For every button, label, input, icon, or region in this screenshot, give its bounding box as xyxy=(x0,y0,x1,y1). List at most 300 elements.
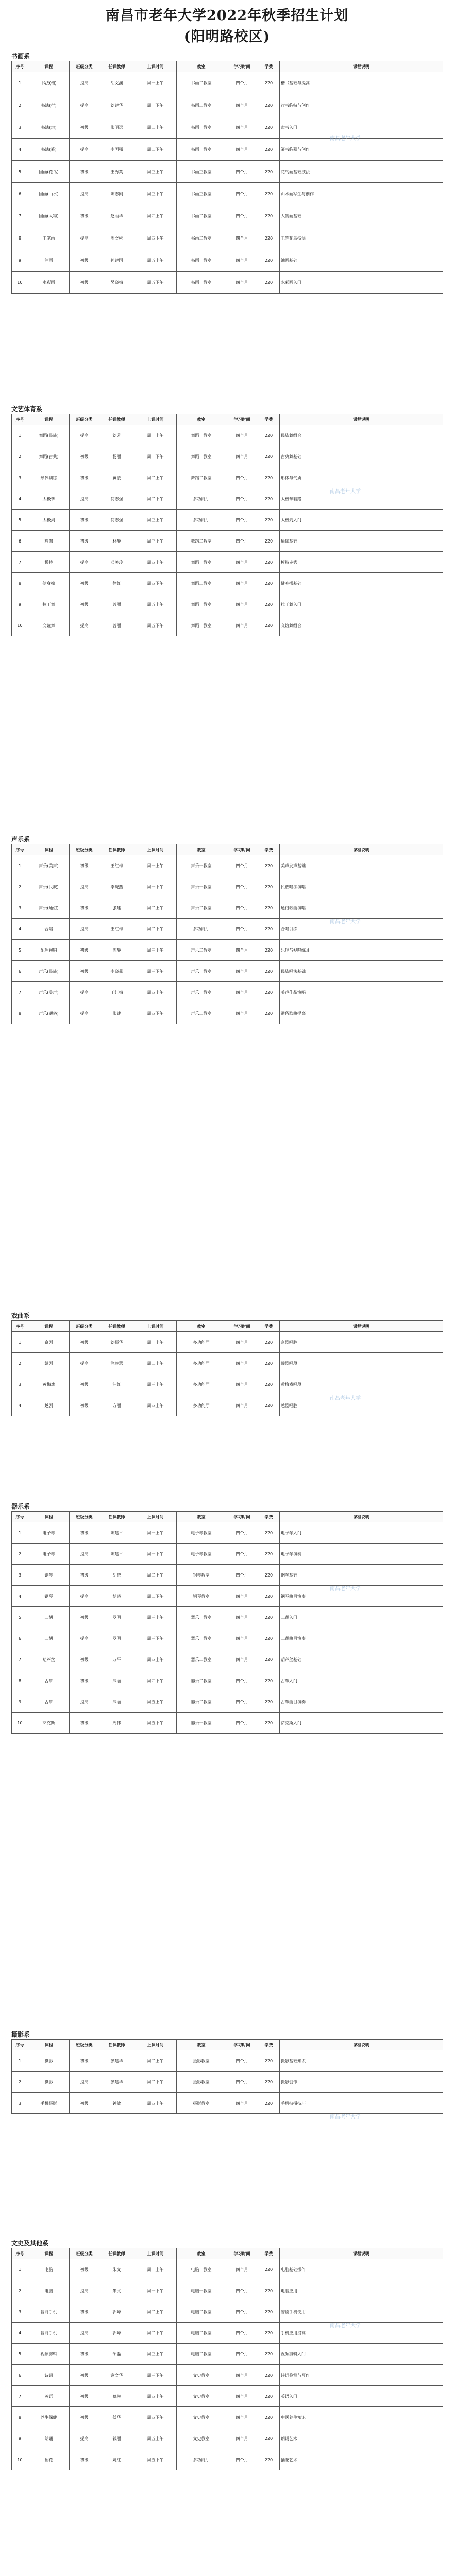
cell-teacher: 胡晓 xyxy=(99,1565,134,1586)
cell-room: 多功能厅 xyxy=(177,2449,226,2470)
cell-time: 周一下午 xyxy=(134,446,177,467)
cell-course: 电脑 xyxy=(28,2259,70,2280)
cell-fee: 220 xyxy=(258,2280,280,2301)
course-table xyxy=(11,1511,443,1734)
cell-no: 8 xyxy=(12,2407,28,2428)
cell-note: 钢琴基础 xyxy=(280,1565,443,1586)
cell-course: 书法(楷) xyxy=(28,72,70,94)
cell-room: 多功能厅 xyxy=(177,1332,226,1353)
cell-course: 萨克斯 xyxy=(28,1713,70,1734)
course-table xyxy=(11,844,443,1024)
cell-fee: 220 xyxy=(258,1374,280,1395)
cell-cls: 初级 xyxy=(70,1649,99,1670)
cell-note: 山水画写生与创作 xyxy=(280,183,443,205)
cell-course: 书法(篆) xyxy=(28,139,70,161)
cell-room: 书画二教室 xyxy=(177,205,226,227)
table-row xyxy=(12,1332,443,1353)
cell-room: 摄影教室 xyxy=(177,2072,226,2093)
cell-no: 10 xyxy=(12,2449,28,2470)
cell-time: 周一上午 xyxy=(134,425,177,446)
cell-note: 拉丁舞入门 xyxy=(280,594,443,615)
cell-time: 周五上午 xyxy=(134,594,177,615)
cell-no: 2 xyxy=(12,446,28,467)
cell-dur: 四个月 xyxy=(226,161,258,183)
cell-course: 声乐(民族) xyxy=(28,876,70,897)
cell-dur: 四个月 xyxy=(226,2449,258,2470)
cell-teacher: 熊丽 xyxy=(99,1691,134,1713)
cell-time: 周二上午 xyxy=(134,1353,177,1374)
cell-cls: 提高 xyxy=(70,1628,99,1649)
cell-room: 声乐一教室 xyxy=(177,855,226,876)
cell-note: 古典舞基础 xyxy=(280,446,443,467)
cell-time: 周一上午 xyxy=(134,72,177,94)
page-subtitle: (阳明路校区) xyxy=(183,29,271,45)
cell-course: 交谊舞 xyxy=(28,615,70,636)
cell-course: 摄影 xyxy=(28,2050,70,2072)
cell-course: 英语 xyxy=(28,2386,70,2407)
cell-note: 油画基础 xyxy=(280,249,443,272)
cell-cls: 初级 xyxy=(70,1607,99,1628)
cell-cls: 提高 xyxy=(70,183,99,205)
cell-no: 4 xyxy=(12,1586,28,1607)
cell-cls: 初级 xyxy=(70,1713,99,1734)
cell-room: 电子琴教室 xyxy=(177,1544,226,1565)
cell-no: 8 xyxy=(12,1003,28,1024)
cell-teacher: 周文彬 xyxy=(99,227,134,249)
table-row xyxy=(12,919,443,940)
cell-dur: 四个月 xyxy=(226,249,258,272)
cell-cls: 提高 xyxy=(70,2428,99,2449)
cell-teacher: 汪红 xyxy=(99,1374,134,1395)
column-header: 课程 xyxy=(28,844,70,855)
column-header: 学费 xyxy=(258,2248,280,2259)
cell-no: 8 xyxy=(12,573,28,594)
cell-room: 舞蹈二教室 xyxy=(177,573,226,594)
column-header: 上课时间 xyxy=(134,844,177,855)
cell-fee: 220 xyxy=(258,2365,280,2386)
cell-no: 4 xyxy=(12,488,28,510)
cell-dur: 四个月 xyxy=(226,2072,258,2093)
cell-teacher: 邹磊 xyxy=(99,2344,134,2365)
cell-no: 1 xyxy=(12,425,28,446)
cell-fee: 220 xyxy=(258,1713,280,1734)
cell-note: 电脑应用 xyxy=(280,2280,443,2301)
cell-course: 声乐(通俗) xyxy=(28,897,70,919)
cell-note: 摄影创作 xyxy=(280,2072,443,2093)
cell-time: 周二下午 xyxy=(134,488,177,510)
table-row xyxy=(12,2365,443,2386)
table-row xyxy=(12,227,443,249)
course-table xyxy=(11,1320,443,1416)
cell-no: 10 xyxy=(12,615,28,636)
cell-room: 电子琴教室 xyxy=(177,1522,226,1544)
cell-course: 水彩画 xyxy=(28,272,70,294)
table-row xyxy=(12,552,443,573)
cell-fee: 220 xyxy=(258,615,280,636)
cell-no: 9 xyxy=(12,594,28,615)
cell-note: 古筝入门 xyxy=(280,1670,443,1691)
cell-teacher: 张明远 xyxy=(99,116,134,139)
cell-teacher: 李国强 xyxy=(99,139,134,161)
cell-fee: 220 xyxy=(258,510,280,531)
cell-dur: 四个月 xyxy=(226,531,258,552)
cell-cls: 提高 xyxy=(70,1353,99,1374)
watermark: 南昌老年大学 xyxy=(330,1586,361,1592)
cell-note: 行书临帖与创作 xyxy=(280,94,443,116)
cell-cls: 提高 xyxy=(70,982,99,1003)
cell-course: 声乐(美声) xyxy=(28,982,70,1003)
cell-course: 声乐(通俗) xyxy=(28,1003,70,1024)
cell-time: 周一下午 xyxy=(134,876,177,897)
cell-room: 舞蹈二教室 xyxy=(177,467,226,488)
table-row xyxy=(12,1691,443,1713)
cell-note: 楷书基础与提高 xyxy=(280,72,443,94)
cell-fee: 220 xyxy=(258,1522,280,1544)
cell-teacher: 王红梅 xyxy=(99,982,134,1003)
cell-note: 中医养生知识 xyxy=(280,2407,443,2428)
column-header: 上课时间 xyxy=(134,2040,177,2050)
column-header: 课程说明 xyxy=(280,414,443,425)
table-row xyxy=(12,1649,443,1670)
cell-time: 周一下午 xyxy=(134,94,177,116)
cell-room: 文史教室 xyxy=(177,2428,226,2449)
cell-teacher: 罗明 xyxy=(99,1628,134,1649)
cell-course: 黄梅戏 xyxy=(28,1374,70,1395)
cell-no: 3 xyxy=(12,2301,28,2323)
cell-note: 通俗歌曲演唱 xyxy=(280,897,443,919)
cell-fee: 220 xyxy=(258,876,280,897)
cell-teacher: 孙建国 xyxy=(99,249,134,272)
cell-time: 周四上午 xyxy=(134,1649,177,1670)
cell-note: 手机拍摄技巧 xyxy=(280,2093,443,2114)
cell-no: 7 xyxy=(12,552,28,573)
cell-time: 周五下午 xyxy=(134,272,177,294)
cell-fee: 220 xyxy=(258,2093,280,2114)
cell-fee: 220 xyxy=(258,531,280,552)
column-header: 班级分类 xyxy=(70,844,99,855)
cell-note: 合唱训练 xyxy=(280,919,443,940)
cell-time: 周五上午 xyxy=(134,2428,177,2449)
column-header: 上课时间 xyxy=(134,2248,177,2259)
cell-note: 工笔花鸟技法 xyxy=(280,227,443,249)
cell-no: 5 xyxy=(12,940,28,961)
cell-time: 周二上午 xyxy=(134,1565,177,1586)
cell-dur: 四个月 xyxy=(226,2407,258,2428)
cell-room: 多功能厅 xyxy=(177,1374,226,1395)
cell-time: 周四上午 xyxy=(134,552,177,573)
table-row xyxy=(12,1522,443,1544)
column-header: 上课时间 xyxy=(134,61,177,72)
cell-cls: 初级 xyxy=(70,510,99,531)
watermark: 南昌老年大学 xyxy=(330,2323,361,2329)
cell-no: 2 xyxy=(12,2072,28,2093)
cell-note: 花鸟画基础技法 xyxy=(280,161,443,183)
column-header: 课程 xyxy=(28,414,70,425)
cell-fee: 220 xyxy=(258,139,280,161)
cell-dur: 四个月 xyxy=(226,1395,258,1416)
cell-time: 周四上午 xyxy=(134,205,177,227)
cell-teacher: 刘振华 xyxy=(99,1332,134,1353)
column-header: 课程 xyxy=(28,1321,70,1332)
column-header: 序号 xyxy=(12,1321,28,1332)
cell-note: 京剧唱腔 xyxy=(280,1332,443,1353)
cell-no: 3 xyxy=(12,116,28,139)
cell-dur: 四个月 xyxy=(226,72,258,94)
cell-note: 瑜伽基础 xyxy=(280,531,443,552)
column-header: 课程 xyxy=(28,2040,70,2050)
column-header: 序号 xyxy=(12,61,28,72)
cell-cls: 提高 xyxy=(70,72,99,94)
cell-cls: 提高 xyxy=(70,488,99,510)
cell-course: 摄影 xyxy=(28,2072,70,2093)
cell-dur: 四个月 xyxy=(226,615,258,636)
cell-room: 电脑二教室 xyxy=(177,2301,226,2323)
cell-no: 7 xyxy=(12,205,28,227)
cell-room: 多功能厅 xyxy=(177,510,226,531)
cell-no: 4 xyxy=(12,2323,28,2344)
cell-no: 10 xyxy=(12,272,28,294)
cell-fee: 220 xyxy=(258,1332,280,1353)
cell-room: 声乐一教室 xyxy=(177,876,226,897)
cell-time: 周四下午 xyxy=(134,1003,177,1024)
cell-teacher: 朱文 xyxy=(99,2259,134,2280)
cell-course: 手机摄影 xyxy=(28,2093,70,2114)
cell-room: 器乐一教室 xyxy=(177,1628,226,1649)
table-row xyxy=(12,2301,443,2323)
cell-fee: 220 xyxy=(258,1395,280,1416)
cell-course: 瑜伽 xyxy=(28,531,70,552)
cell-teacher: 周伟 xyxy=(99,1713,134,1734)
cell-fee: 220 xyxy=(258,1607,280,1628)
column-header: 教室 xyxy=(177,844,226,855)
table-header-row xyxy=(12,1321,443,1332)
cell-teacher: 曾丽 xyxy=(99,594,134,615)
cell-note: 越剧唱腔 xyxy=(280,1395,443,1416)
table-row xyxy=(12,510,443,531)
cell-teacher: 陈建平 xyxy=(99,1544,134,1565)
cell-fee: 220 xyxy=(258,2323,280,2344)
cell-cls: 提高 xyxy=(70,1544,99,1565)
cell-cls: 初级 xyxy=(70,161,99,183)
cell-dur: 四个月 xyxy=(226,1607,258,1628)
section-title: 文艺体育系 xyxy=(11,405,43,413)
cell-dur: 四个月 xyxy=(226,1586,258,1607)
cell-course: 古筝 xyxy=(28,1670,70,1691)
column-header: 上课时间 xyxy=(134,1321,177,1332)
cell-fee: 220 xyxy=(258,961,280,982)
table-row xyxy=(12,94,443,116)
cell-note: 水彩画入门 xyxy=(280,272,443,294)
cell-note: 电子琴演奏 xyxy=(280,1544,443,1565)
cell-room: 书画三教室 xyxy=(177,161,226,183)
cell-room: 书画一教室 xyxy=(177,249,226,272)
cell-fee: 220 xyxy=(258,488,280,510)
cell-note: 钢琴曲目演奏 xyxy=(280,1586,443,1607)
column-header: 学费 xyxy=(258,61,280,72)
cell-room: 多功能厅 xyxy=(177,488,226,510)
cell-fee: 220 xyxy=(258,94,280,116)
cell-fee: 220 xyxy=(258,552,280,573)
table-row xyxy=(12,2449,443,2470)
cell-teacher: 陈建平 xyxy=(99,1522,134,1544)
cell-note: 古筝曲目演奏 xyxy=(280,1691,443,1713)
cell-course: 国画(山水) xyxy=(28,183,70,205)
cell-cls: 初级 xyxy=(70,1670,99,1691)
cell-teacher: 熊丽 xyxy=(99,1670,134,1691)
cell-no: 6 xyxy=(12,531,28,552)
cell-room: 电脑一教室 xyxy=(177,2280,226,2301)
cell-fee: 220 xyxy=(258,1586,280,1607)
cell-course: 钢琴 xyxy=(28,1565,70,1586)
column-header: 学习时间 xyxy=(226,1512,258,1522)
cell-course: 舞蹈(古典) xyxy=(28,446,70,467)
cell-room: 舞蹈一教室 xyxy=(177,594,226,615)
column-header: 课程说明 xyxy=(280,1321,443,1332)
cell-room: 多功能厅 xyxy=(177,1395,226,1416)
cell-no: 4 xyxy=(12,139,28,161)
column-header: 学习时间 xyxy=(226,1321,258,1332)
cell-note: 美声发声基础 xyxy=(280,855,443,876)
cell-dur: 四个月 xyxy=(226,227,258,249)
cell-time: 周二下午 xyxy=(134,139,177,161)
cell-note: 乐理与视唱练耳 xyxy=(280,940,443,961)
cell-fee: 220 xyxy=(258,2259,280,2280)
cell-room: 电脑二教室 xyxy=(177,2344,226,2365)
cell-dur: 四个月 xyxy=(226,1691,258,1713)
cell-dur: 四个月 xyxy=(226,1353,258,1374)
column-header: 课程说明 xyxy=(280,2040,443,2050)
cell-teacher: 张建 xyxy=(99,897,134,919)
cell-fee: 220 xyxy=(258,249,280,272)
cell-cls: 初级 xyxy=(70,2344,99,2365)
cell-no: 1 xyxy=(12,1522,28,1544)
cell-teacher: 谢文华 xyxy=(99,2365,134,2386)
cell-time: 周一上午 xyxy=(134,855,177,876)
cell-room: 摄影教室 xyxy=(177,2093,226,2114)
watermark: 南昌老年大学 xyxy=(330,1396,361,1401)
column-header: 序号 xyxy=(12,1512,28,1522)
column-header: 学费 xyxy=(258,1512,280,1522)
cell-no: 3 xyxy=(12,467,28,488)
column-header: 学习时间 xyxy=(226,2040,258,2050)
cell-teacher: 黄敏 xyxy=(99,467,134,488)
cell-course: 舞蹈(民族) xyxy=(28,425,70,446)
cell-time: 周三下午 xyxy=(134,531,177,552)
table-row xyxy=(12,446,443,467)
cell-cls: 初级 xyxy=(70,2093,99,2114)
cell-course: 书法(隶) xyxy=(28,116,70,139)
table-row xyxy=(12,1003,443,1024)
cell-cls: 初级 xyxy=(70,249,99,272)
cell-fee: 220 xyxy=(258,2072,280,2093)
cell-course: 国画(花鸟) xyxy=(28,161,70,183)
cell-no: 2 xyxy=(12,94,28,116)
table-row xyxy=(12,249,443,272)
cell-room: 电脑一教室 xyxy=(177,2259,226,2280)
cell-fee: 220 xyxy=(258,446,280,467)
cell-dur: 四个月 xyxy=(226,1565,258,1586)
cell-dur: 四个月 xyxy=(226,876,258,897)
cell-no: 7 xyxy=(12,1649,28,1670)
column-header: 课程说明 xyxy=(280,844,443,855)
cell-course: 朗诵 xyxy=(28,2428,70,2449)
cell-fee: 220 xyxy=(258,855,280,876)
cell-note: 民族唱法演唱 xyxy=(280,876,443,897)
cell-note: 人物画基础 xyxy=(280,205,443,227)
section-title: 书画系 xyxy=(11,53,30,60)
table-row xyxy=(12,897,443,919)
section-title: 声乐系 xyxy=(11,836,30,843)
table-row xyxy=(12,1628,443,1649)
cell-cls: 初级 xyxy=(70,2449,99,2470)
cell-time: 周五上午 xyxy=(134,1691,177,1713)
cell-no: 9 xyxy=(12,2428,28,2449)
cell-dur: 四个月 xyxy=(226,2323,258,2344)
cell-time: 周一上午 xyxy=(134,1522,177,1544)
cell-room: 多功能厅 xyxy=(177,1353,226,1374)
cell-room: 声乐二教室 xyxy=(177,897,226,919)
cell-cls: 提高 xyxy=(70,2323,99,2344)
cell-room: 声乐二教室 xyxy=(177,940,226,961)
cell-teacher: 王红梅 xyxy=(99,919,134,940)
cell-teacher: 张建 xyxy=(99,1003,134,1024)
cell-dur: 四个月 xyxy=(226,897,258,919)
section-title: 戏曲系 xyxy=(11,1312,30,1319)
cell-time: 周五上午 xyxy=(134,249,177,272)
cell-room: 文史教室 xyxy=(177,2365,226,2386)
cell-dur: 四个月 xyxy=(226,1649,258,1670)
cell-course: 合唱 xyxy=(28,919,70,940)
cell-teacher: 赵丽华 xyxy=(99,205,134,227)
table-row xyxy=(12,961,443,982)
cell-no: 2 xyxy=(12,1544,28,1565)
column-header: 教室 xyxy=(177,2040,226,2050)
column-header: 学费 xyxy=(258,844,280,855)
cell-course: 二胡 xyxy=(28,1628,70,1649)
cell-cls: 提高 xyxy=(70,139,99,161)
cell-time: 周四上午 xyxy=(134,982,177,1003)
cell-teacher: 何志强 xyxy=(99,510,134,531)
cell-note: 视频剪辑入门 xyxy=(280,2344,443,2365)
cell-dur: 四个月 xyxy=(226,940,258,961)
cell-fee: 220 xyxy=(258,940,280,961)
cell-teacher: 陈志刚 xyxy=(99,183,134,205)
cell-dur: 四个月 xyxy=(226,510,258,531)
cell-note: 葫芦丝基础 xyxy=(280,1649,443,1670)
cell-fee: 220 xyxy=(258,1670,280,1691)
cell-note: 电子琴入门 xyxy=(280,1522,443,1544)
cell-cls: 初级 xyxy=(70,2050,99,2072)
column-header: 班级分类 xyxy=(70,1321,99,1332)
table-row xyxy=(12,876,443,897)
table-row xyxy=(12,1586,443,1607)
cell-cls: 提高 xyxy=(70,1586,99,1607)
page-title: 南昌市老年大学2022年秋季招生计划 xyxy=(105,8,349,24)
cell-fee: 220 xyxy=(258,272,280,294)
cell-course: 智能手机 xyxy=(28,2323,70,2344)
cell-fee: 220 xyxy=(258,2344,280,2365)
cell-no: 4 xyxy=(12,919,28,940)
table-row xyxy=(12,2407,443,2428)
cell-note: 摄影基础知识 xyxy=(280,2050,443,2072)
cell-time: 周二上午 xyxy=(134,116,177,139)
table-row xyxy=(12,1565,443,1586)
cell-note: 二胡入门 xyxy=(280,1607,443,1628)
cell-fee: 220 xyxy=(258,2301,280,2323)
cell-cls: 初级 xyxy=(70,1565,99,1586)
column-header: 任课教师 xyxy=(99,2248,134,2259)
column-header: 上课时间 xyxy=(134,414,177,425)
